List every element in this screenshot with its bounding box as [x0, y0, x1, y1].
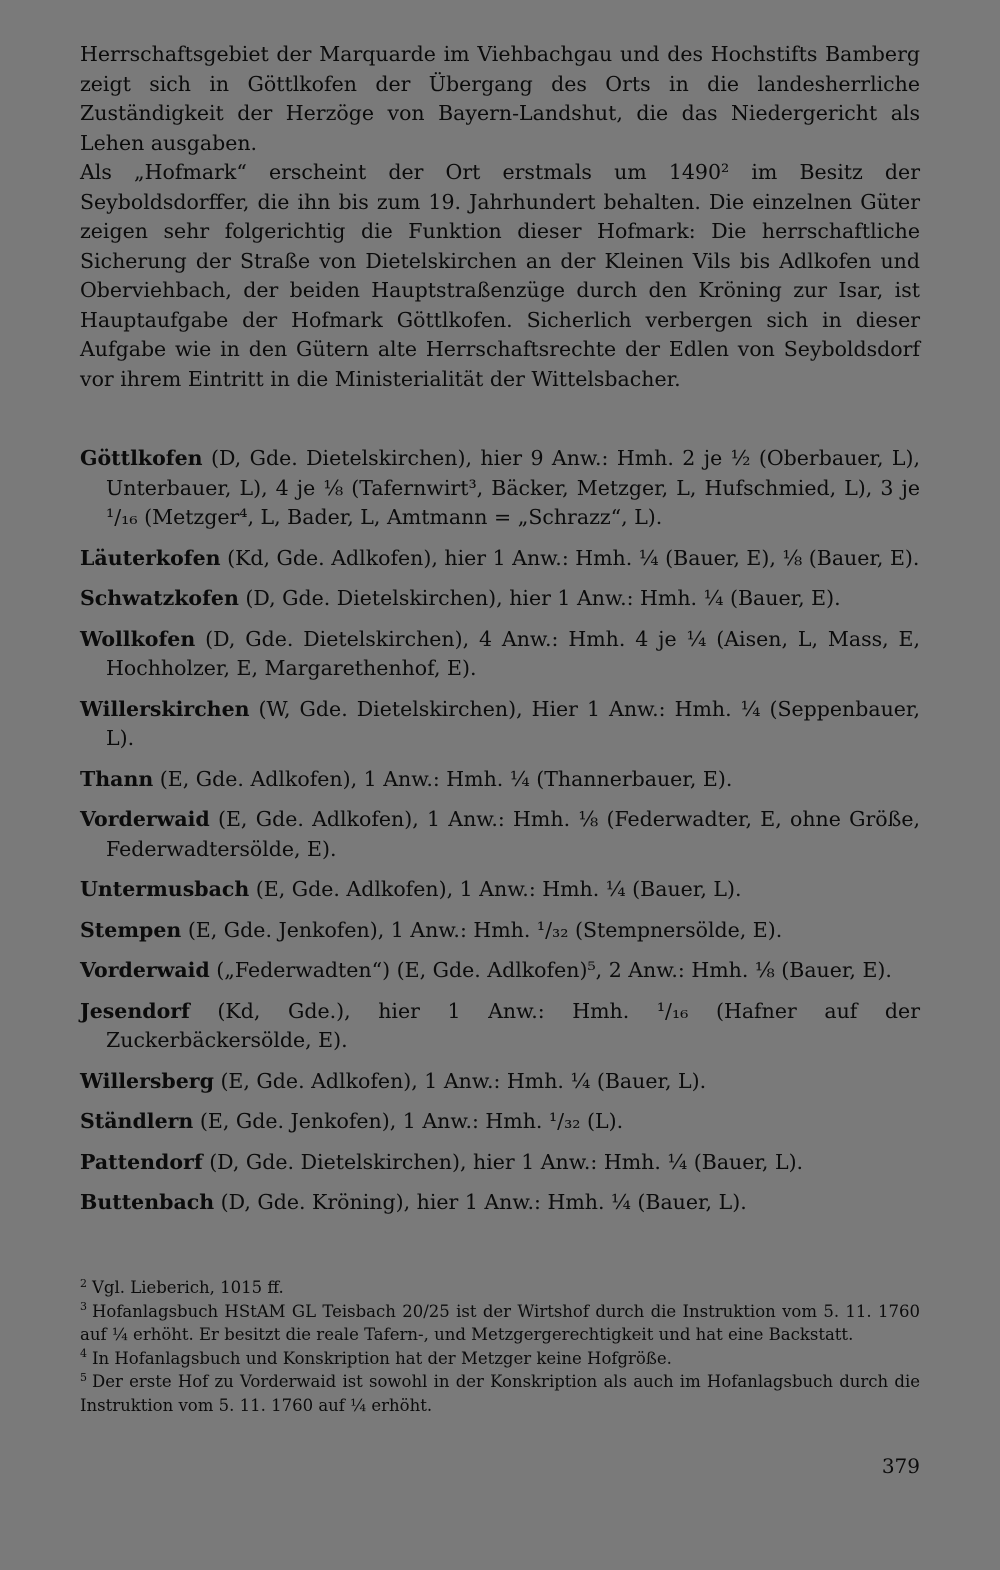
intro-text — [80, 40, 920, 394]
footnote — [80, 1300, 920, 1347]
page-number: 379 — [881, 1454, 920, 1478]
footnotes — [80, 1276, 920, 1417]
place-name: Wollkofen — [80, 626, 196, 651]
footnote-text: Vgl. Lieberich, 1015 ff. — [92, 1278, 284, 1297]
place-name: Pattendorf — [80, 1149, 203, 1174]
place-name: Willersberg — [80, 1068, 214, 1093]
footnote-number: 2 — [80, 1276, 87, 1290]
footnote-number: 5 — [80, 1370, 87, 1384]
place-details: (E, Gde. Jenkofen), 1 Anw.: Hmh. ¹/₃₂ (Stempnersölde, E). — [181, 917, 783, 942]
place-name: Göttlkofen — [80, 446, 203, 470]
place-entry — [80, 916, 920, 946]
place-details: (D, Gde. Dietelskirchen), hier 1 Anw.: Hmh. ¼ (Bauer, L). — [202, 1149, 804, 1174]
place-entry — [80, 1107, 920, 1137]
place-name: Läuterkofen — [80, 545, 221, 570]
place-details: (E, Gde. Adlkofen), 1 Anw.: Hmh. ¼ (Thannerbauer, E). — [153, 766, 733, 791]
place-name: Buttenbach — [80, 1190, 215, 1214]
place-name: Jesendorf — [80, 998, 190, 1023]
place-entry — [80, 695, 920, 754]
place-details: (E, Gde. Adlkofen), 1 Anw.: Hmh. ¼ (Bauer, L). — [213, 1068, 707, 1093]
footnote — [80, 1347, 920, 1371]
footnote-text: Hofanlagsbuch HStAM GL Teisbach 20/25 ist der Wirtshof durch die Instruktion vom 5. 11. 1760 auf ¼ erhöht. Er besitzt die reale Tafern-, und Metzgergerechtigkeit und hat eine Backstatt. — [80, 1301, 920, 1344]
place-entry — [80, 956, 920, 986]
place-name: Vorderwaid — [80, 807, 210, 831]
footnote-number: 3 — [80, 1300, 87, 1313]
footnote — [80, 1370, 920, 1417]
footnote-text: Der erste Hof zu Vorderwaid ist sowohl in der Konskription als auch im Hofanlagsbuch durch die Instruktion vom 5. 11. 1760 auf ¼ erhöht. — [80, 1372, 920, 1415]
place-name: Schwatzkofen — [80, 586, 239, 610]
place-entry — [80, 625, 920, 684]
footnote-number: 4 — [80, 1347, 87, 1360]
place-entry — [80, 875, 920, 905]
place-entry — [80, 1067, 920, 1097]
footnote-text: In Hofanlagsbuch und Konskription hat der Metzger keine Hofgröße. — [92, 1348, 672, 1368]
place-name: Willerskirchen — [80, 696, 250, 721]
place-details: („Federwadten“) (E, Gde. Adlkofen)⁵, 2 Anw.: Hmh. ⅛ (Bauer, E). — [209, 958, 892, 982]
place-entry — [80, 1188, 920, 1218]
place-entry — [80, 805, 920, 864]
place-details: (D, Gde. Dietelskirchen), hier 9 Anw.: Hmh. 2 je ½ (Oberbauer, L), Unterbauer, L), 4 je ⅛ (Tafernwirt³, Bäcker, Metzger, L, Hufschmied, L), 3 je ¹/₁₆ (Metzger⁴, L, Bader, L, Amtmann = „Schrazz“, L). — [106, 446, 920, 529]
place-name: Ständlern — [80, 1109, 194, 1133]
intro-paragraph-1: Herrschaftsgebiet der Marquarde im Viehbachgau und des Hochstifts Bamberg zeigt sich in Göttlkofen der Übergang des Orts in die landesherrliche Zuständigkeit der Herzöge von Bayern-Landshut, die das Niedergericht als Lehen ausgaben. — [80, 42, 920, 155]
footnote — [80, 1276, 920, 1300]
place-details: (Kd, Gde. Adlkofen), hier 1 Anw.: Hmh. ¼ (Bauer, E), ⅛ (Bauer, E). — [220, 545, 920, 570]
place-details: (E, Gde. Adlkofen), 1 Anw.: Hmh. ⅛ (Federwadter, E, ohne Größe, Federwadtersölde, E). — [106, 807, 920, 861]
place-entry — [80, 765, 920, 795]
place-name: Thann — [80, 766, 154, 791]
place-details: (Kd, Gde.), hier 1 Anw.: Hmh. ¹/₁₆ (Hafner auf der Zuckerbäckersölde, E). — [106, 998, 920, 1052]
place-entry — [80, 444, 920, 533]
place-details: (W, Gde. Dietelskirchen), Hier 1 Anw.: Hmh. ¼ (Seppenbauer, L). — [106, 696, 920, 750]
place-details: (D, Gde. Dietelskirchen), 4 Anw.: Hmh. 4 je ¼ (Aisen, L, Mass, E, Hochholzer, E, Margarethenhof, E). — [106, 626, 920, 680]
place-details: (D, Gde. Kröning), hier 1 Anw.: Hmh. ¼ (Bauer, L). — [214, 1190, 747, 1214]
place-details: (E, Gde. Adlkofen), 1 Anw.: Hmh. ¼ (Bauer, L). — [249, 877, 742, 901]
place-name: Stempen — [80, 917, 182, 942]
place-name: Vorderwaid — [80, 958, 210, 982]
place-entry — [80, 997, 920, 1056]
intro-paragraph-2: Als „Hofmark“ erscheint der Ort erstmals um 1490² im Besitz der Seyboldsdorffer, die ihn bis zum 19. Jahrhundert behalten. Die einzelnen Güter zeigen sehr folgerichtig die Funktion dieser Hofmark: Die herrschaftliche Sicherung der Straße von Dietelskirchen an der Kleinen Vils bis Adlkofen und Oberviehbach, der beiden Hauptstraßenzüge durch den Kröning zur Isar, ist Hauptaufgabe der Hofmark Göttlkofen. Sicherlich verbergen sich in dieser Aufgabe wie in den Gütern alte Herrschaftsrechte der Edlen von Seyboldsdorf vor ihrem Eintritt in die Ministerialität der Wittelsbacher. — [80, 160, 920, 391]
place-entry — [80, 1148, 920, 1178]
place-details: (D, Gde. Dietelskirchen), hier 1 Anw.: Hmh. ¼ (Bauer, E). — [238, 586, 841, 610]
place-entries — [80, 444, 920, 1229]
place-name: Untermusbach — [80, 877, 250, 901]
place-entry — [80, 584, 920, 614]
place-details: (E, Gde. Jenkofen), 1 Anw.: Hmh. ¹/₃₂ (L). — [193, 1109, 624, 1133]
place-entry — [80, 544, 920, 574]
